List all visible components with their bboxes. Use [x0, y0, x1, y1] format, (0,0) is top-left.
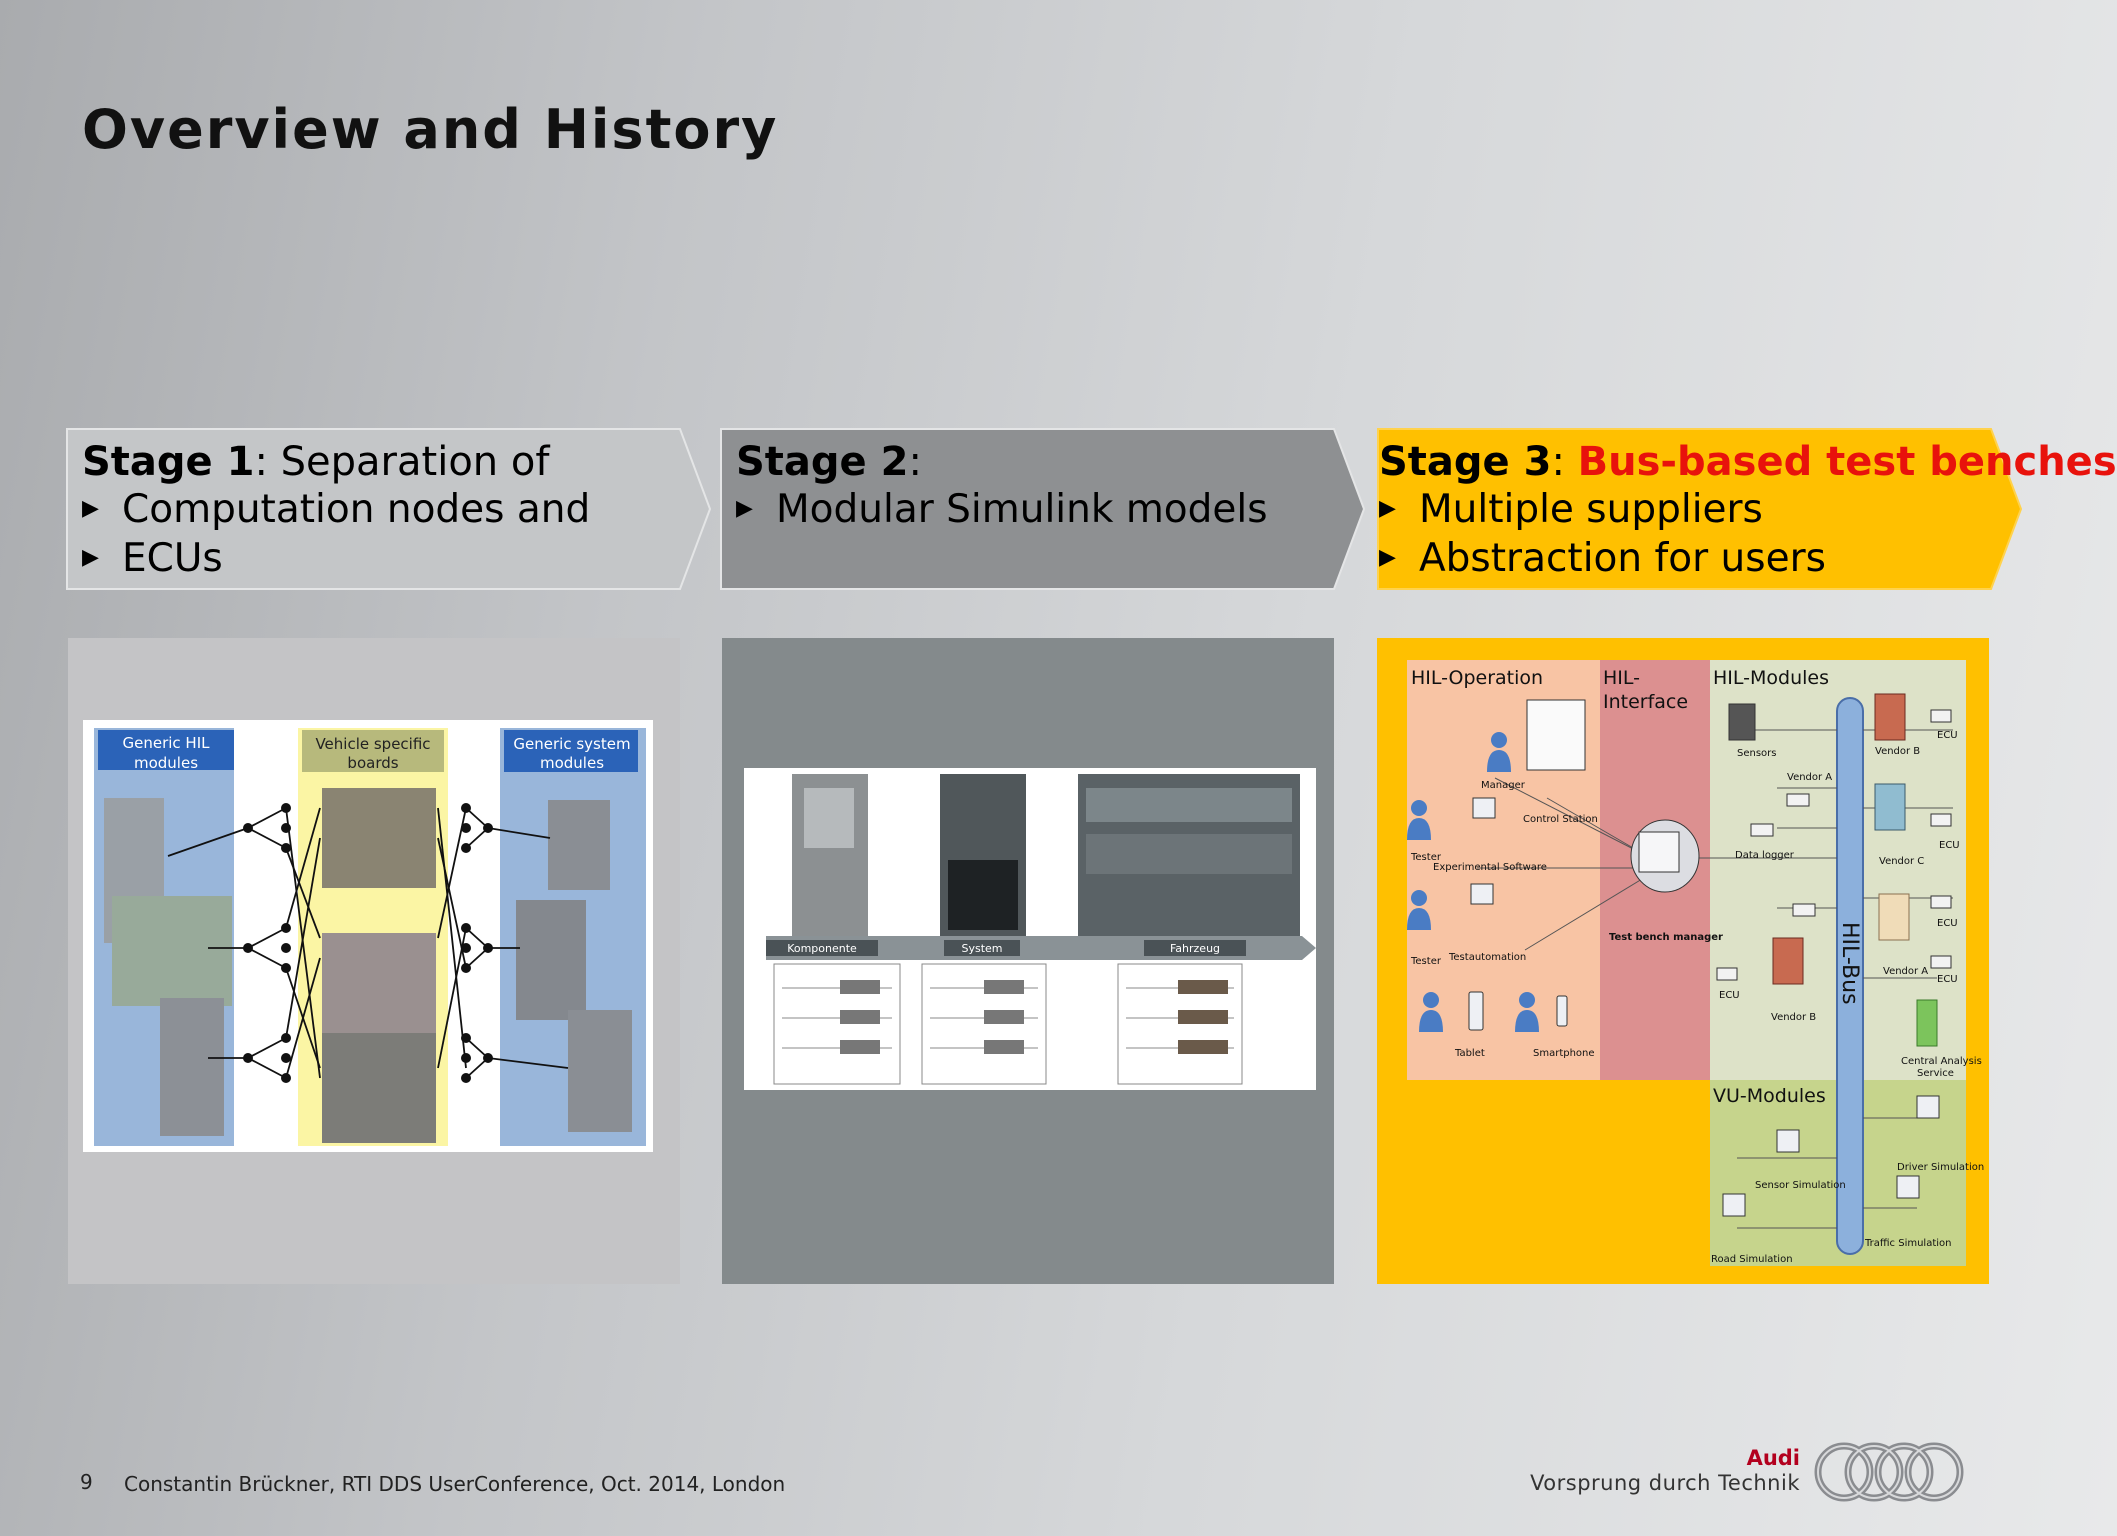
svg-text:ECU: ECU [1719, 990, 1740, 1001]
svg-text:ECU: ECU [1937, 730, 1958, 741]
stage-1-label: Stage 1 [82, 439, 255, 485]
brand-name: Audi [1746, 1446, 1800, 1470]
system-module-image [568, 1010, 632, 1132]
stage-1-banner: Stage 1: Separation of ▶ Computation nodes and ▶ ECUs [66, 428, 712, 590]
svg-text:Service: Service [1917, 1068, 1954, 1079]
footer-text: Constantin Brückner, RTI DDS UserConference, Oct. 2014, London [124, 1472, 786, 1496]
svg-text:Experimental Software: Experimental Software [1433, 862, 1547, 873]
stage-1-bullet: ▶ ECUs [82, 536, 223, 581]
stage-2-banner: Stage 2: ▶ Modular Simulink models [720, 428, 1366, 590]
board-image [322, 933, 436, 1033]
stage-2-label: Stage 2 [736, 439, 909, 485]
svg-text:boards: boards [347, 754, 399, 772]
brand-claim: Vorsprung durch Technik [1530, 1471, 1800, 1495]
board-image [322, 788, 436, 888]
page-number: 9 [80, 1470, 93, 1494]
svg-text:ECU: ECU [1937, 974, 1958, 985]
stage-2-bullet: ▶ Modular Simulink models [736, 487, 1268, 532]
generic-hil-label-line: Generic HIL [122, 734, 210, 752]
audi-rings-logo [1810, 1436, 1970, 1508]
svg-text:modules: modules [133, 754, 199, 772]
svg-text:Sensor Simulation: Sensor Simulation [1755, 1180, 1846, 1191]
hil-rack-image [160, 998, 224, 1136]
svg-text:Data logger: Data logger [1735, 850, 1794, 861]
svg-text:Test bench manager: Test bench manager [1609, 932, 1723, 943]
svg-text:Driver Simulation: Driver Simulation [1897, 1162, 1985, 1173]
svg-text:Smartphone: Smartphone [1533, 1048, 1595, 1059]
svg-text:Manager: Manager [1481, 780, 1525, 791]
hil-rack-image [112, 896, 232, 1006]
svg-text:Sensors: Sensors [1737, 748, 1777, 759]
generic-system-label: Generic system [513, 735, 631, 753]
system-module-image [548, 800, 610, 890]
stage-3-bullet: ▶ Multiple suppliers [1379, 487, 1763, 532]
svg-text:Vendor B: Vendor B [1875, 746, 1921, 757]
stage-3-panel [1377, 638, 1989, 1284]
stage-1-panel [68, 638, 680, 1284]
svg-text:Tablet: Tablet [1455, 1048, 1485, 1059]
hil-operation-label: HIL-Operation [1411, 667, 1544, 689]
svg-text:Control Station: Control Station [1523, 814, 1598, 825]
label-system: System [961, 942, 1003, 955]
stage-3-hil-bus-diagram [1377, 638, 1989, 1284]
svg-text:Testautomation: Testautomation [1449, 952, 1527, 963]
svg-text:Interface: Interface [1603, 691, 1689, 713]
svg-text:ECU: ECU [1937, 918, 1958, 929]
stage-1-hil-diagram [68, 638, 680, 1284]
vehicle-boards-label: Vehicle specific [315, 735, 431, 753]
label-komponente: Komponente [787, 942, 857, 955]
hil-modules-label: HIL-Modules [1713, 667, 1829, 689]
slide-title: Overview and History [82, 98, 779, 161]
svg-text:Traffic Simulation: Traffic Simulation [1865, 1238, 1952, 1249]
stage-3-banner: Stage 3: Bus-based test benches ▶ Multiple suppliers ▶ Abstraction for users [1377, 428, 2023, 590]
projector-screen-icon [1527, 700, 1585, 770]
stage-3-headline: Bus-based test benches [1577, 439, 2117, 485]
hil-bus-label: HIL-Bus [1837, 922, 1862, 1005]
svg-text:Central Analysis: Central Analysis [1901, 1056, 1982, 1067]
svg-text:Tester: Tester [1411, 956, 1441, 967]
stage-3-label: Stage 3 [1379, 439, 1552, 485]
system-module-image [516, 900, 586, 1020]
audi-brand [1520, 1446, 1800, 1496]
label-fahrzeug: Fahrzeug [1169, 942, 1221, 955]
hil-interface-label: HIL- [1603, 667, 1640, 689]
svg-text:Vendor A: Vendor A [1883, 966, 1929, 977]
board-image [322, 1033, 436, 1143]
svg-text:modules: modules [539, 754, 605, 772]
vu-modules-label: VU-Modules [1713, 1085, 1826, 1107]
svg-text:Road Simulation: Road Simulation [1711, 1254, 1793, 1265]
stage-2-simulink-diagram [722, 638, 1334, 1284]
svg-text:ECU: ECU [1939, 840, 1960, 851]
svg-text:Tester: Tester [1411, 852, 1441, 863]
stage-1-bullet: ▶ Computation nodes and [82, 487, 591, 532]
svg-text:Vendor A: Vendor A [1787, 772, 1833, 783]
stage-1-headline: Separation of [280, 439, 550, 485]
stage-3-bullet: ▶ Abstraction for users [1379, 536, 1826, 581]
svg-text:Vendor B: Vendor B [1771, 1012, 1817, 1023]
svg-text:Vendor C: Vendor C [1879, 856, 1925, 867]
stage-2-panel [722, 638, 1334, 1284]
